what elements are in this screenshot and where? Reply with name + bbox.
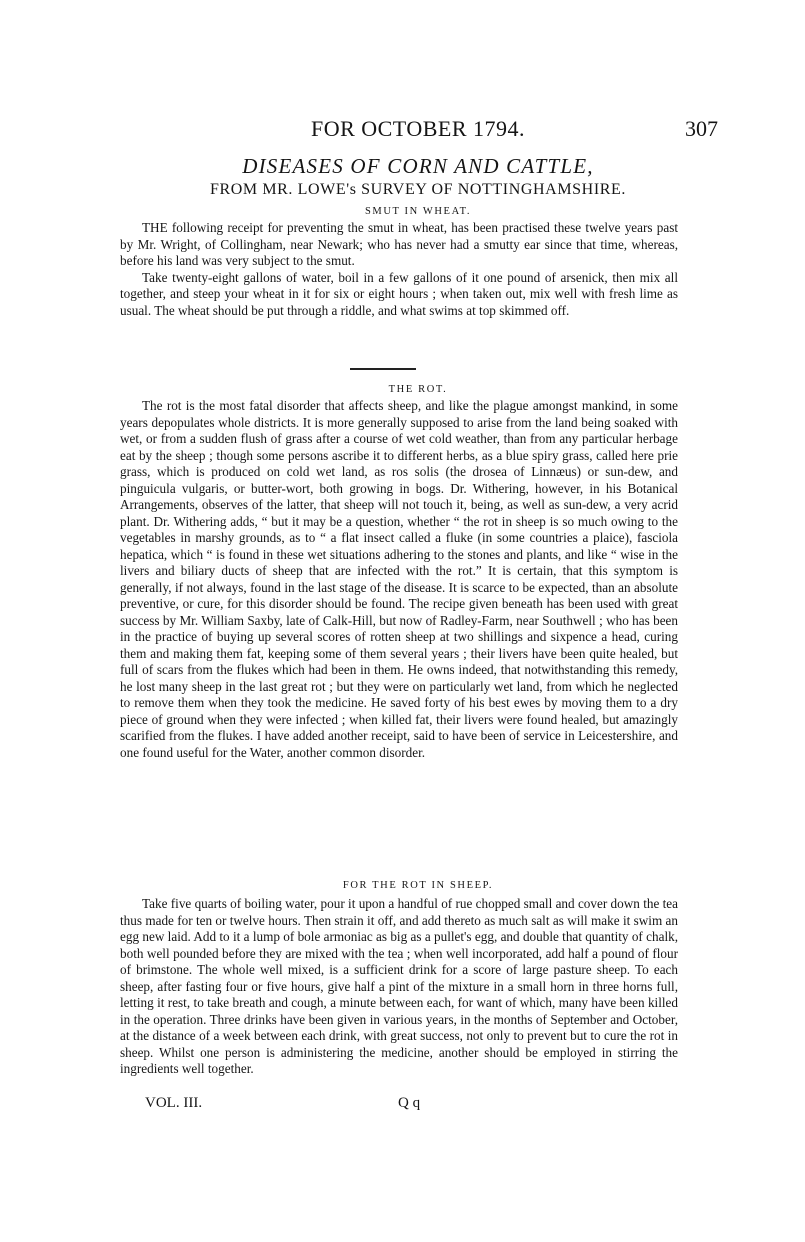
section-heading-smut: SMUT IN WHEAT. bbox=[364, 206, 472, 217]
running-title: FOR OCTOBER 1794. bbox=[310, 116, 526, 141]
article-title: DISEASES OF CORN AND CATTLE, bbox=[242, 154, 594, 178]
section-heading-rot: THE ROT. bbox=[388, 384, 448, 395]
section-divider bbox=[350, 368, 416, 370]
article-subtitle: FROM MR. LOWE's SURVEY OF NOTTINGHAMSHIRE. bbox=[209, 181, 626, 198]
section-heading-cure: FOR THE ROT IN SHEEP. bbox=[342, 880, 494, 891]
running-head bbox=[118, 116, 718, 144]
signature-mark: Q q bbox=[398, 1095, 421, 1111]
section-body-rot bbox=[120, 398, 678, 761]
section-body-cure bbox=[120, 896, 678, 1078]
page-footer bbox=[145, 1095, 605, 1115]
page-number: 307 bbox=[685, 116, 718, 141]
paragraph: Take twenty-eight gallons of water, boil in a few gallons of it one pound of arsenick, then mix all together, and steep your wheat in it for six or eight hours ; when taken out, mix well with fresh lime as usual. The wheat should be put through a riddle, and what swims at top skimmed off. bbox=[120, 269, 678, 318]
section-body-smut bbox=[120, 220, 678, 319]
volume-label: VOL. III. bbox=[145, 1095, 203, 1111]
paragraph: The rot is the most fatal disorder that affects sheep, and like the plague amongst mankind, in some years depopulates whole districts. It is more generally supposed to arise from the land being soaked with wet, or from a sudden flush of grass after a course of wet cold weather, than from any particular herbage eat by the sheep ; though some persons ascribe it to different herbs, as a blue spiry grass, called here prie grass, which is produced on cold wet land, as ros solis (the drosea of Linnæus) or sun-dew, and pinguicula vulgaris, or butter-wort, both growing in bogs. Dr. Withering, however, in his Botanical Arrangements, observes of the latter, that sheep will not touch it, being, as well as sun-dew, a very acrid plant. Dr. Withering adds, “ but it may be a question, whether “ the rot in sheep is so much owing to the vegetables in marshy grounds, as to “ a flat insect called a fluke (in some countries a plaice), fasciola hepatica, which “ is found in these wet situations adhering to the stones and plants, and like “ wise in the livers and biliary ducts of sheep that are infected with the rot.” It is certain, that this symptom is generally, if not always, found in the last stage of the disease. It is scarce to be expected, than an absolute preventive, or cure, for this disorder should be found. The recipe given beneath has been used with great success by Mr. William Saxby, late of Calk-Hill, but now of Radley-Farm, near Southwell ; who has been in the practice of buying up several scores of rotten sheep at two shillings and sixpence a head, curing them and making them fat, keeping some of them several years ; their livers have been quite healed, but full of scars from the flukes which had been in them. He owns indeed, that notwithstanding this remedy, he lost many sheep in the last great rot ; but they were on particularly wet land, from which he neglected to remove them when they took the medicine. He saved forty of his best ewes by moving them to a dry piece of ground when they were infected ; when killed fat, their livers were found healed, but amazingly scarified from the flukes. I have added another receipt, said to have been of service in Leicestershire, and one found useful for the Water, another common disorder. bbox=[120, 398, 678, 760]
paragraph: Take five quarts of boiling water, pour it upon a handful of rue chopped small and cover down the tea thus made for ten or twelve hours. Then strain it off, and add thereto as much salt as will make it swim an egg new laid. Add to it a lump of bole armoniac as big as a pullet's egg, and double that quantity of chalk, both well pounded before they are mixed with the tea ; when well incorporated, add half a pound of flour of brimstone. The whole well mixed, is a sufficient drink for a score of large pasture sheep. To each sheep, after fasting four or five hours, give half a pint of the mixture in a small horn in three horns full, letting it rest, to take breath and cough, a minute between each, for want of which, many have been killed in the operation. Three drinks have been given in various years, in the months of September and October, at the distance of a week between each drink, with great success, not only to prevent but to cure the rot in sheep. Whilst one person is administering the medicine, another should be employed in stirring the ingredients well together. bbox=[120, 896, 678, 1076]
paragraph: THE following receipt for preventing the smut in wheat, has been practised these twelve years past by Mr. Wright, of Collingham, near Newark; who has never had a smutty ear since that time, whereas, before his land was very subject to the smut. bbox=[120, 220, 678, 268]
